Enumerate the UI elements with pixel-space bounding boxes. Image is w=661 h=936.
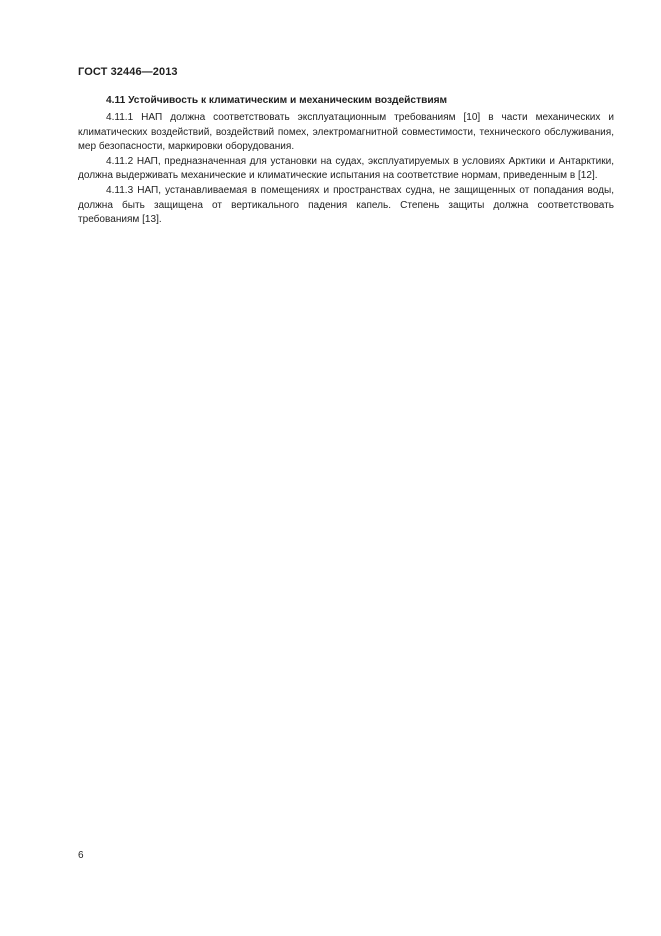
paragraph-4-11-1: 4.11.1 НАП должна соответствовать эксплуатационным требованиям [10] в части механических и климатических воздействий, воздействий помех, электромагнитной совместимости, технического обслуживания, мер безопасности, маркировки оборудования. — [78, 112, 614, 153]
paragraph-4-11-3: 4.11.3 НАП, устанавливаемая в помещениях и пространствах судна, не защищенных от попадания воды, должна быть защищена от вертикального падения капель. Степень защиты должна соответствовать требованиям [13]. — [78, 184, 614, 226]
section-body — [78, 111, 614, 228]
page-number: 6 — [78, 850, 84, 861]
section-title: 4.11 Устойчивость к климатическим и механическим воздействиям — [106, 95, 448, 106]
paragraph-4-11-2: 4.11.2 НАП, предназначенная для установки на судах, эксплуатируемых в условиях Арктики и Антарктики, должна выдерживать механические и климатические испытания на соответствие нормам, приведенным в [12]. — [78, 155, 614, 182]
document-header-code: ГОСТ 32446—2013 — [78, 66, 178, 78]
